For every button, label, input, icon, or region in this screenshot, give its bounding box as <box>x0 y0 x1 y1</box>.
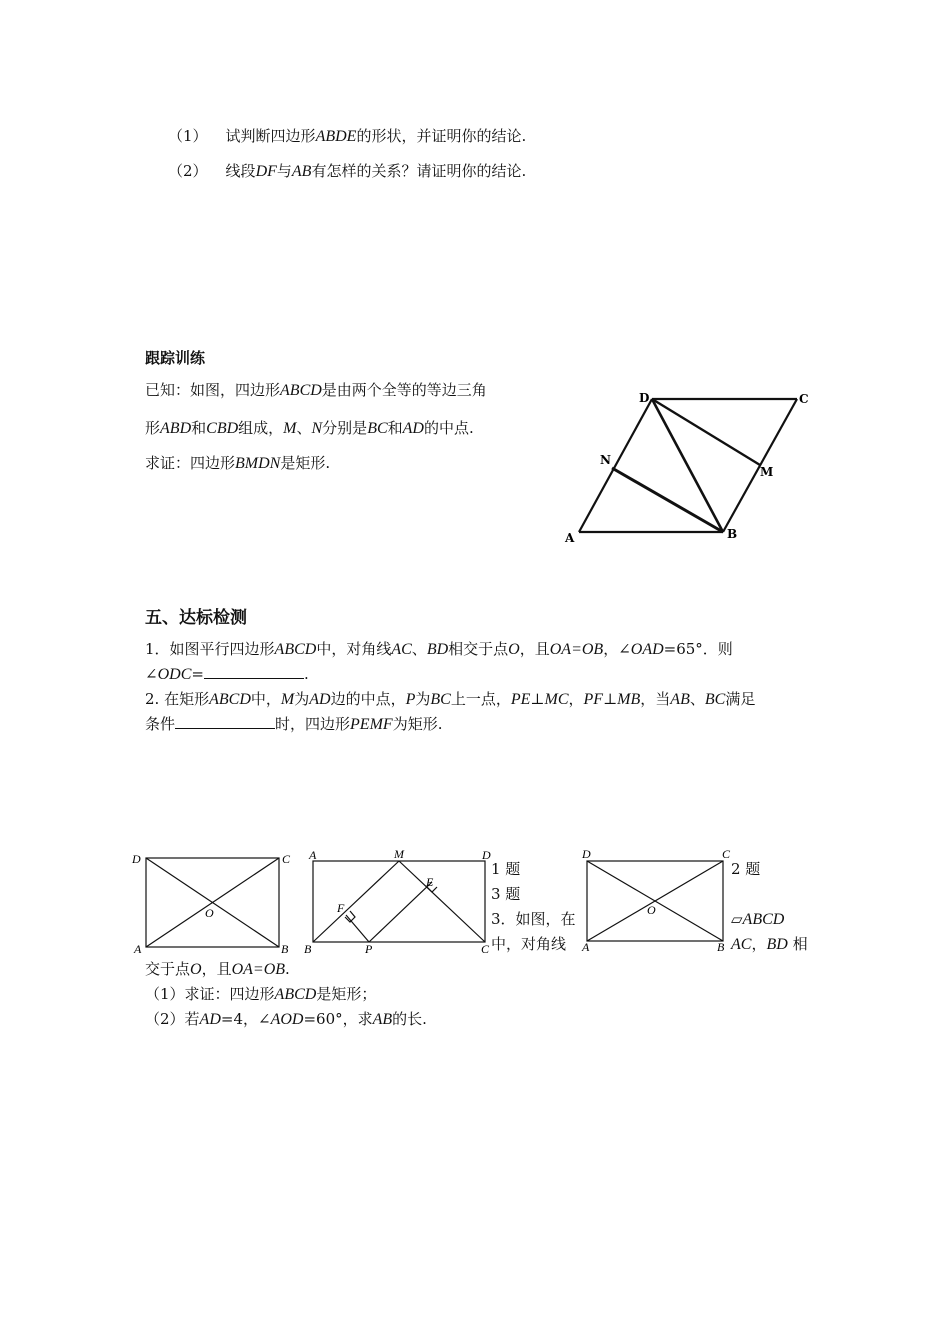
fig3-label-d: D <box>582 847 591 861</box>
caption-2: 2 题 <box>731 860 761 878</box>
label-m: M <box>760 465 774 479</box>
fig2-label-f: F <box>337 901 345 915</box>
problem-1-line-1: 1．如图平行四边形ABCD中，对角线AC、BD相交于点O，且OA=OB，∠OAD=65°．则 <box>145 640 733 658</box>
fig1-label-d: D <box>132 852 141 866</box>
tracking-line-1: 已知：如图，四边形ABCD是由两个全等的等边三角 <box>145 381 487 399</box>
caption-1: 1 题 <box>491 860 521 878</box>
rhombus-figure <box>555 380 825 550</box>
figure-3-rectangle <box>578 845 733 960</box>
fig3-label-o: O <box>647 903 656 917</box>
fig2-segment-pe <box>369 882 432 942</box>
question-2-line: （2） 线段DF与AB有怎样的关系？请证明你的结论. <box>168 162 527 180</box>
fig3-label-b: B <box>717 940 725 954</box>
label-b: B <box>727 527 738 541</box>
figure-1-rectangle <box>130 845 300 960</box>
tracking-title: 跟踪训练 <box>145 349 206 367</box>
fig1-label-b: B <box>281 942 289 956</box>
fig3-label-a: A <box>582 940 590 954</box>
fig2-label-p: P <box>365 942 373 956</box>
fig1-label-o: O <box>205 906 214 920</box>
fig1-label-a: A <box>134 942 142 956</box>
fig2-label-b: B <box>304 942 312 956</box>
label-n: N <box>600 453 611 467</box>
answer-blank-1[interactable] <box>204 664 304 679</box>
q3-subquestion-2: （2）若AD=4，∠AOD=60°，求AB的长. <box>145 1010 427 1028</box>
problem-1-line-2: ∠ODC= . <box>145 665 309 683</box>
figure-2-rectangle <box>300 845 495 960</box>
q3-parallelogram: ▱ABCD <box>731 910 785 928</box>
question-1-line: （1） 试判断四边形ABDE的形状，并证明你的结论. <box>168 127 527 145</box>
q3-subquestion-1: （1）求证：四边形ABCD是矩形； <box>145 985 377 1003</box>
fig2-segment-mb <box>313 861 399 942</box>
fig2-label-e: E <box>426 875 434 889</box>
fig2-segment-pf <box>346 915 369 942</box>
fig3-label-c: C <box>722 847 731 861</box>
caption-3: 3 题 <box>491 885 521 903</box>
q3-intro-b: 中，对角线 <box>491 935 567 953</box>
q3-diagonals: AC，BD 相 <box>731 935 808 953</box>
q3-intro-a: 3．如图，在 <box>491 910 576 928</box>
fig2-label-d: D <box>482 848 491 862</box>
tracking-line-2: 形ABD和CBD组成，M、N分别是BC和AD的中点. <box>145 419 474 437</box>
fig1-label-c: C <box>282 852 291 866</box>
problem-2-line-2: 条件 时，四边形PEMF为矩形. <box>145 715 443 733</box>
fig2-label-a: A <box>309 848 317 862</box>
label-c: C <box>799 392 809 406</box>
label-a: A <box>565 531 575 545</box>
q3-line-1: 交于点O，且OA=OB. <box>145 960 290 978</box>
fig2-label-m: M <box>394 847 404 861</box>
section-5-title: 五、达标检测 <box>145 608 247 628</box>
label-d: D <box>639 391 650 405</box>
problem-2-line-1: 2. 在矩形ABCD中，M为AD边的中点，P为BC上一点，PE⊥MC，PF⊥MB，当AB、BC满足 <box>145 690 756 708</box>
fig2-label-c: C <box>481 942 490 956</box>
answer-blank-2[interactable] <box>175 714 275 729</box>
segment-ad <box>579 399 652 532</box>
tracking-line-3: 求证：四边形BMDN是矩形. <box>145 454 331 472</box>
